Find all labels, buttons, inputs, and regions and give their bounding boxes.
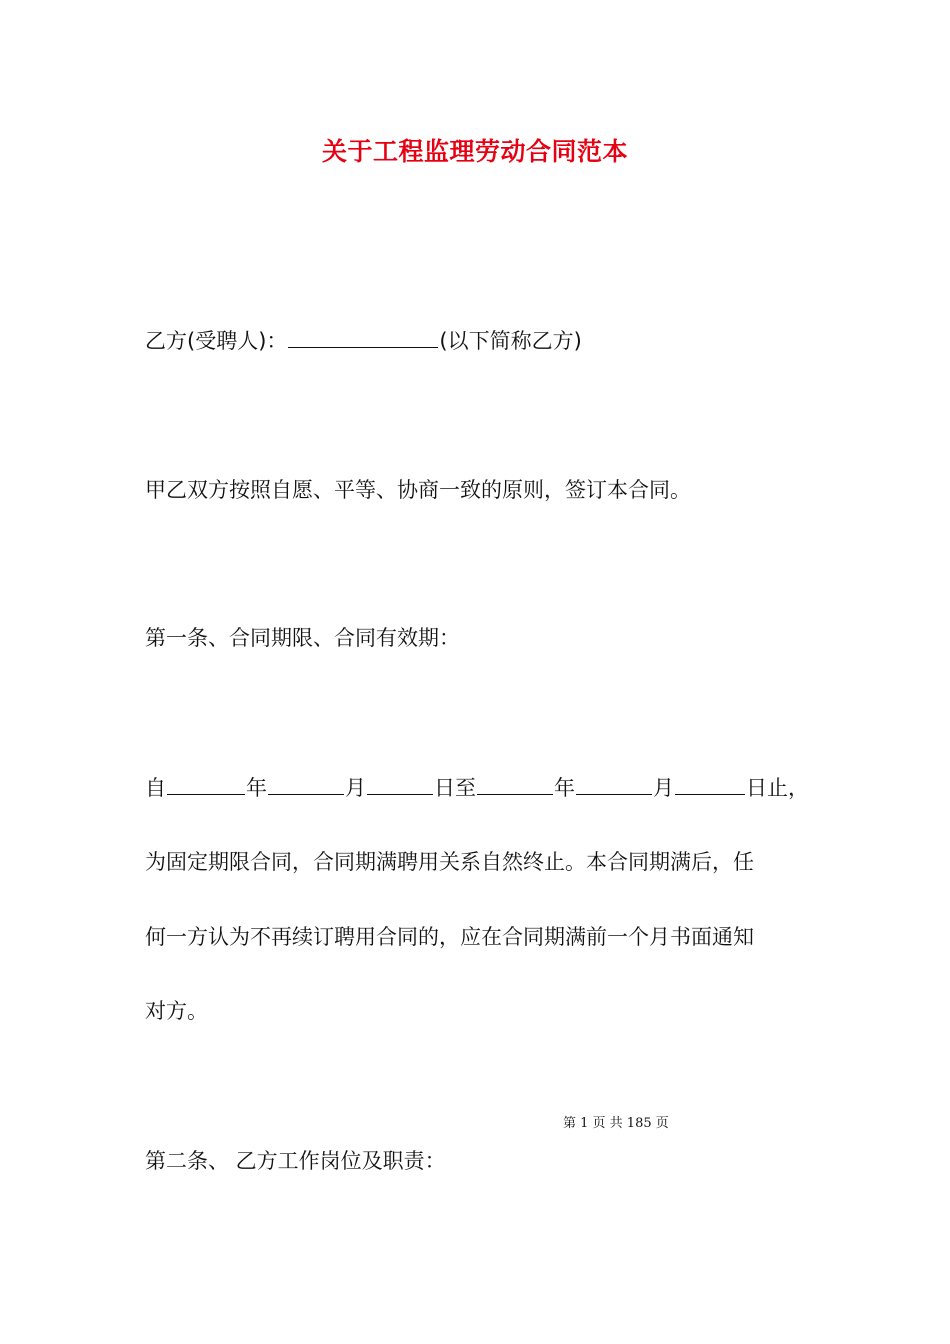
article-1-text-line: 对方。 <box>145 999 208 1023</box>
end-month-blank <box>576 774 652 795</box>
date-part: 年 <box>246 776 267 800</box>
party-b-label: 乙方(受聘人)： <box>145 329 288 353</box>
party-b-suffix: (以下简称乙方) <box>439 329 582 353</box>
date-part: 日至 <box>434 776 476 800</box>
document-title: 关于工程监理劳动合同范本 <box>321 137 628 166</box>
start-month-blank <box>268 774 344 795</box>
date-part: 月 <box>653 776 674 800</box>
party-b-name-blank <box>288 327 438 348</box>
intro-paragraph: 甲乙双方按照自愿、平等、协商一致的原则，签订本合同。 <box>145 478 691 502</box>
start-day-blank <box>367 774 433 795</box>
article-1-text-line: 为固定期限合同，合同期满聘用关系自然终止。本合同期满后，任 <box>145 850 754 874</box>
date-part: 自 <box>145 776 166 800</box>
end-year-blank <box>477 774 553 795</box>
page-number-footer: 第 1 页 共 185 页 <box>563 1116 669 1131</box>
article-1-text-line: 何一方认为不再续订聘用合同的，应在合同期满前一个月书面通知 <box>145 925 754 949</box>
start-year-blank <box>167 774 245 795</box>
date-part: 日止， <box>746 776 809 800</box>
party-b-line <box>145 326 582 356</box>
date-part: 年 <box>554 776 575 800</box>
article-1-heading: 第一条、合同期限、合同有效期： <box>145 626 460 650</box>
contract-period-line <box>145 773 809 803</box>
end-day-blank <box>675 774 745 795</box>
article-2-heading: 第二条、 乙方工作岗位及职责： <box>145 1149 446 1173</box>
date-part: 月 <box>345 776 366 800</box>
